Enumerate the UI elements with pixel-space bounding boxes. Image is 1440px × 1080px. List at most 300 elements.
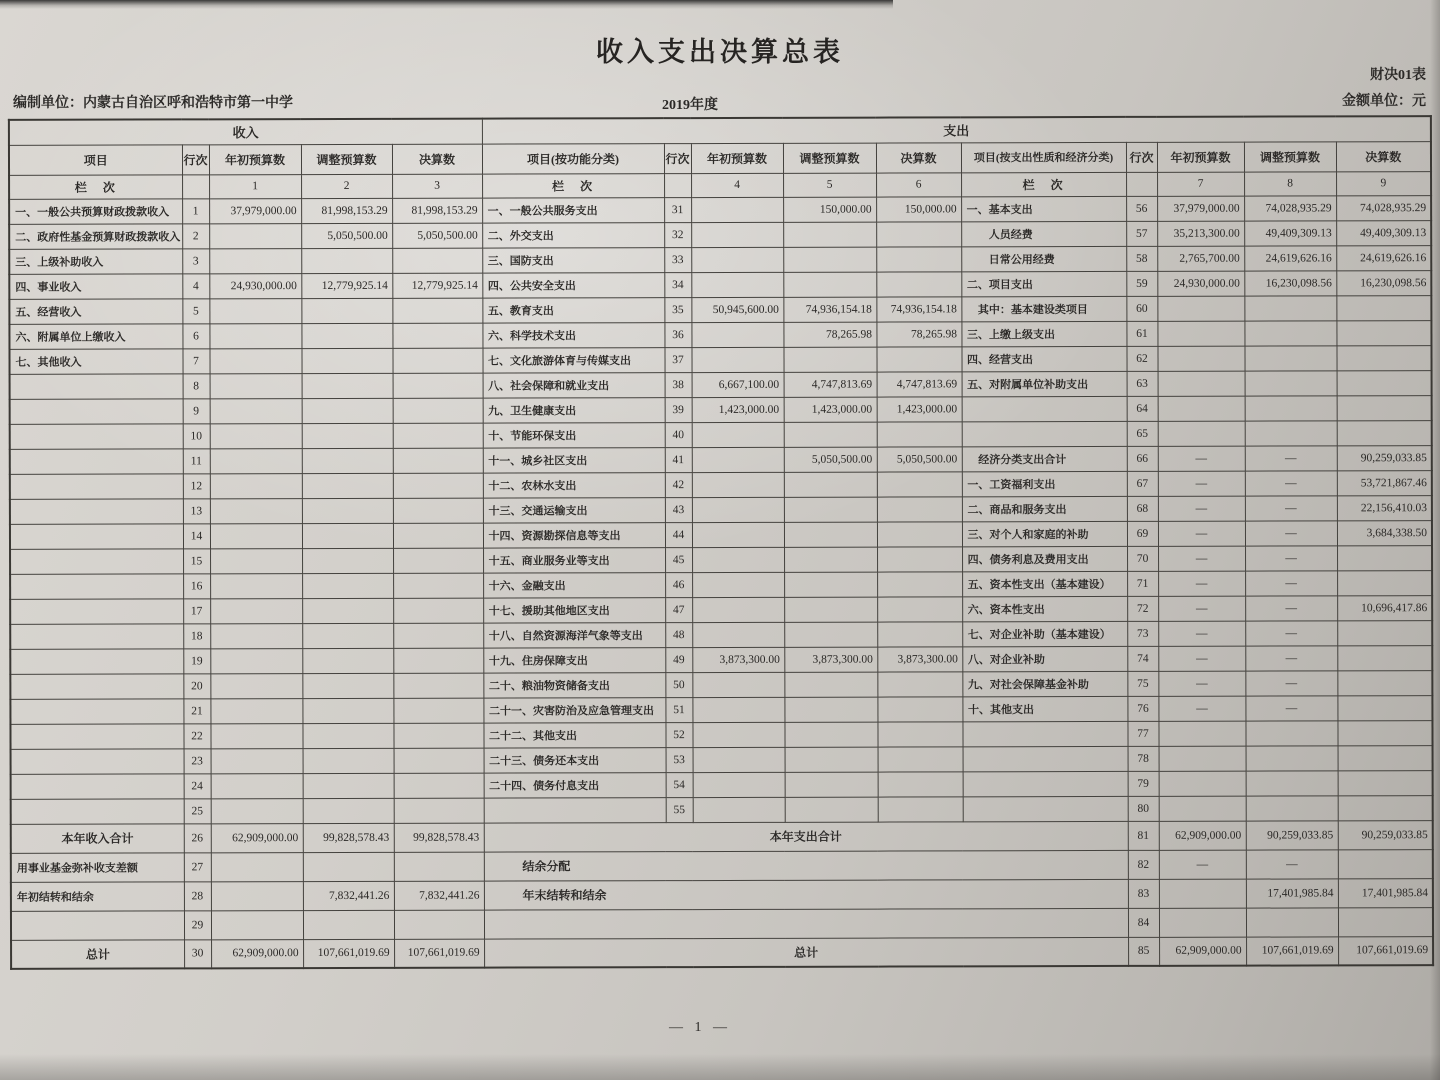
value-cell: 5,050,500.00 — [392, 223, 482, 248]
value-cell — [692, 572, 784, 597]
value-cell — [211, 852, 303, 881]
summary-span-label-cell: 本年支出合计 — [484, 821, 1128, 852]
value-cell: 7,832,441.26 — [303, 881, 394, 910]
line-number-cell: 60 — [1126, 296, 1157, 321]
value-cell — [1337, 420, 1432, 445]
value-cell — [1157, 321, 1244, 346]
page-number: — 1 — — [669, 1020, 731, 1035]
row-label-cell — [963, 796, 1128, 821]
value-cell: 24,930,000.00 — [209, 273, 301, 298]
compiling-unit: 编制单位：内蒙古自治区呼和浩特市第一中学 — [13, 96, 293, 111]
line-number-cell: 25 — [184, 798, 211, 823]
value-cell — [210, 573, 302, 598]
line-number-cell: 17 — [183, 598, 210, 623]
line-number-cell: 7 — [182, 348, 209, 373]
line-number-cell: 28 — [184, 881, 211, 910]
row-label-cell: 十、其他支出 — [962, 696, 1127, 721]
value-cell: — — [1158, 446, 1245, 471]
value-cell: — — [1245, 470, 1337, 495]
column-header-cell: 项目 — [9, 144, 182, 174]
row-label-cell: 八、对企业补助 — [962, 646, 1127, 671]
value-cell: 99,828,578.43 — [303, 823, 394, 852]
line-number-cell: 64 — [1127, 396, 1158, 421]
value-cell — [692, 472, 784, 497]
value-cell: 53,721,867.46 — [1337, 470, 1432, 495]
value-cell — [210, 673, 302, 698]
value-cell — [393, 598, 483, 623]
column-number-cell — [1126, 172, 1157, 196]
value-cell — [1159, 879, 1246, 908]
summary-label-cell: 本年收入合计 — [11, 823, 184, 852]
value-cell — [394, 748, 484, 773]
value-cell — [393, 423, 483, 448]
value-cell — [210, 498, 302, 523]
value-cell — [1245, 345, 1337, 370]
value-cell — [210, 548, 302, 573]
value-cell — [302, 598, 393, 623]
line-number-cell: 79 — [1128, 771, 1159, 796]
column-number-row — [9, 171, 1431, 199]
line-number-cell: 37 — [665, 347, 692, 372]
column-header-cell: 行次 — [1126, 142, 1157, 172]
row-label-cell: 四、公共安全支出 — [482, 272, 664, 297]
summary-label-cell: 年初结转和结余 — [11, 881, 184, 910]
value-cell — [785, 772, 878, 797]
row-label-cell: 一、工资福利支出 — [962, 471, 1127, 496]
line-number-cell: 55 — [666, 797, 693, 822]
line-number-cell: 78 — [1128, 746, 1159, 771]
value-cell — [784, 547, 877, 572]
summary-label-cell — [11, 910, 184, 939]
value-cell — [1246, 770, 1338, 795]
value-cell — [877, 521, 962, 546]
value-cell: 3,873,300.00 — [877, 646, 962, 671]
line-number-cell: 4 — [182, 273, 209, 298]
value-cell: 78,265.98 — [783, 322, 876, 347]
value-cell — [210, 698, 302, 723]
summary-span-label-cell: 总计 — [484, 937, 1128, 968]
row-label-cell: 二十二、其他支出 — [483, 722, 665, 747]
table-row — [10, 720, 1432, 749]
table-row — [10, 370, 1432, 399]
column-header-cell: 项目(按支出性质和经济分类) — [961, 142, 1126, 172]
value-cell: 5,050,500.00 — [877, 446, 962, 471]
value-cell — [301, 348, 392, 373]
value-cell — [691, 197, 783, 222]
value-cell — [877, 421, 962, 446]
value-cell — [210, 598, 302, 623]
value-cell: 62,909,000.00 — [1159, 821, 1246, 850]
value-cell — [1159, 796, 1246, 821]
table-row — [10, 695, 1432, 724]
value-cell — [784, 572, 877, 597]
table-row — [10, 470, 1432, 499]
value-cell: 81,998,153.29 — [392, 198, 482, 223]
row-label-cell — [10, 448, 183, 473]
row-label-cell: 十六、金融支出 — [483, 572, 665, 597]
value-cell — [302, 548, 393, 573]
row-label-cell — [10, 698, 183, 723]
line-number-cell: 73 — [1127, 621, 1158, 646]
value-cell — [1159, 746, 1246, 771]
table-row — [10, 445, 1432, 474]
value-cell: 4,747,813.69 — [784, 372, 877, 397]
value-cell: — — [1158, 496, 1245, 521]
line-number-cell: 8 — [183, 373, 210, 398]
row-label-cell: 四、债务利息及费用支出 — [962, 546, 1127, 571]
value-cell — [303, 748, 394, 773]
value-cell — [392, 298, 482, 323]
line-number-cell: 84 — [1128, 908, 1159, 937]
value-cell — [211, 910, 303, 939]
row-label-cell — [10, 373, 183, 398]
row-label-cell — [10, 523, 183, 548]
value-cell — [1245, 420, 1337, 445]
value-cell — [878, 771, 963, 796]
value-cell: 74,028,935.29 — [1336, 195, 1431, 220]
value-cell — [1337, 370, 1432, 395]
line-number-cell: 68 — [1127, 496, 1158, 521]
lanci-label-cell: 栏 次 — [961, 172, 1126, 196]
line-number-cell: 2 — [182, 223, 209, 248]
value-cell — [393, 448, 483, 473]
value-cell — [394, 773, 484, 798]
value-cell: — — [1158, 621, 1245, 646]
column-header-cell: 年初预算数 — [209, 144, 301, 174]
value-cell: 24,619,626.16 — [1336, 245, 1431, 270]
value-cell — [210, 523, 302, 548]
value-cell: 49,409,309.13 — [1336, 220, 1431, 245]
value-cell: 107,661,019.69 — [1246, 936, 1338, 965]
row-label-cell: 五、教育支出 — [482, 297, 664, 322]
line-number-cell: 59 — [1126, 271, 1157, 296]
value-cell — [784, 497, 877, 522]
row-label-cell — [10, 723, 183, 748]
table-row — [9, 220, 1431, 249]
value-cell — [692, 547, 784, 572]
row-label-cell: 十二、农林水支出 — [483, 472, 665, 497]
value-cell — [876, 246, 961, 271]
value-cell — [1338, 849, 1433, 878]
value-cell: — — [1245, 645, 1337, 670]
value-cell — [302, 473, 393, 498]
value-cell — [302, 523, 393, 548]
line-number-cell: 15 — [183, 548, 210, 573]
line-number-cell: 3 — [182, 248, 209, 273]
value-cell — [302, 448, 393, 473]
value-cell: 78,265.98 — [876, 321, 961, 346]
value-cell — [1337, 620, 1432, 645]
value-cell — [393, 498, 483, 523]
line-number-cell: 16 — [183, 573, 210, 598]
value-cell: 1,423,000.00 — [877, 396, 962, 421]
line-number-cell: 62 — [1127, 346, 1158, 371]
row-label-cell — [10, 548, 183, 573]
row-label-cell: 七、对企业补助（基本建设） — [962, 621, 1127, 646]
value-cell — [784, 672, 877, 697]
value-cell — [691, 322, 783, 347]
row-label-cell: 三、国防支出 — [482, 247, 664, 272]
table-row — [11, 745, 1433, 774]
line-number-cell: 42 — [665, 472, 692, 497]
line-number-cell: 72 — [1127, 596, 1158, 621]
value-cell — [392, 348, 482, 373]
value-cell: — — [1158, 671, 1245, 696]
value-cell — [877, 596, 962, 621]
value-cell — [1158, 371, 1245, 396]
value-cell — [394, 910, 484, 939]
line-number-cell: 40 — [665, 422, 692, 447]
row-label-cell: 三、上级补助收入 — [9, 248, 182, 273]
line-number-cell: 13 — [183, 498, 210, 523]
row-label-cell: 十七、援助其他地区支出 — [483, 597, 665, 622]
line-number-cell: 51 — [665, 697, 692, 722]
value-cell — [301, 298, 392, 323]
value-cell — [784, 522, 877, 547]
row-label-cell — [963, 771, 1128, 796]
value-cell — [877, 496, 962, 521]
value-cell — [784, 422, 877, 447]
column-header-cell: 年初预算数 — [691, 143, 783, 173]
row-label-cell: 二、商品和服务支出 — [962, 496, 1127, 521]
row-label-cell: 九、卫生健康支出 — [483, 397, 665, 422]
value-cell: 90,259,033.85 — [1246, 820, 1338, 849]
line-number-cell: 33 — [664, 247, 691, 272]
row-label-cell: 八、社会保障和就业支出 — [483, 372, 665, 397]
value-cell — [303, 798, 394, 823]
table-row — [10, 520, 1432, 549]
table-row — [10, 495, 1432, 524]
value-cell — [1338, 770, 1433, 795]
value-cell: — — [1246, 849, 1338, 878]
table-row — [10, 595, 1432, 624]
line-number-cell: 57 — [1126, 221, 1157, 246]
value-cell — [785, 747, 878, 772]
row-label-cell: 日常公用经费 — [961, 246, 1126, 271]
column-number-cell: 3 — [392, 174, 482, 198]
line-number-cell: 39 — [665, 397, 692, 422]
value-cell: — — [1245, 595, 1337, 620]
value-cell: 62,909,000.00 — [1159, 937, 1246, 966]
value-cell — [394, 798, 484, 823]
value-cell — [693, 747, 785, 772]
value-cell: — — [1158, 571, 1245, 596]
value-cell — [1244, 320, 1336, 345]
column-header-cell: 年初预算数 — [1157, 142, 1244, 172]
value-cell — [877, 671, 962, 696]
row-label-cell: 五、资本性支出（基本建设） — [962, 571, 1127, 596]
value-cell: 16,230,098.56 — [1244, 270, 1336, 295]
row-label-cell: 二十一、灾害防治及应急管理支出 — [483, 697, 665, 722]
value-cell: 99,828,578.43 — [394, 823, 484, 852]
line-number-cell: 27 — [184, 852, 211, 881]
row-label-cell: 二、政府性基金预算财政拨款收入 — [9, 223, 182, 248]
line-number-cell: 6 — [182, 323, 209, 348]
value-cell — [692, 347, 784, 372]
value-cell — [302, 673, 393, 698]
row-label-cell: 一、一般公共服务支出 — [482, 197, 664, 222]
value-cell — [878, 746, 963, 771]
column-number-cell — [664, 173, 691, 197]
value-cell — [691, 272, 783, 297]
line-number-cell: 32 — [664, 222, 691, 247]
row-label-cell: 一、基本支出 — [961, 196, 1126, 221]
value-cell: — — [1245, 620, 1337, 645]
value-cell — [692, 722, 784, 747]
section-header-row — [9, 116, 1431, 145]
value-cell — [209, 323, 301, 348]
table-row — [11, 770, 1433, 799]
line-number-cell: 20 — [183, 673, 210, 698]
value-cell — [211, 773, 303, 798]
summary-row — [11, 936, 1433, 969]
value-cell — [784, 597, 877, 622]
value-cell: — — [1159, 850, 1246, 879]
value-cell — [210, 623, 302, 648]
column-number-cell: 7 — [1157, 172, 1244, 196]
value-cell — [211, 881, 303, 910]
value-cell — [301, 323, 392, 348]
table-row — [9, 295, 1431, 324]
row-label-cell: 二十、粮油物资储备支出 — [483, 672, 665, 697]
value-cell: 24,930,000.00 — [1157, 271, 1244, 296]
row-label-cell — [10, 623, 183, 648]
line-number-cell: 5 — [182, 298, 209, 323]
row-label-cell: 十四、资源勘探信息等支出 — [483, 522, 665, 547]
row-label-cell: 三、上缴上级支出 — [961, 321, 1126, 346]
value-cell: 17,401,985.84 — [1338, 878, 1433, 907]
line-number-cell: 81 — [1128, 821, 1159, 850]
row-label-cell — [10, 423, 183, 448]
table-row — [9, 270, 1431, 299]
value-cell: 90,259,033.85 — [1338, 820, 1433, 849]
value-cell — [1338, 795, 1433, 820]
value-cell — [302, 723, 393, 748]
value-cell — [1337, 695, 1432, 720]
value-cell: 10,696,417.86 — [1337, 595, 1432, 620]
value-cell: 3,684,338.50 — [1337, 520, 1432, 545]
value-cell — [209, 298, 301, 323]
table-wrapper — [8, 115, 1433, 970]
summary-row — [11, 820, 1433, 853]
line-number-cell: 50 — [665, 672, 692, 697]
summary-span-label-cell — [484, 908, 1128, 939]
value-cell — [302, 373, 393, 398]
value-cell — [783, 222, 876, 247]
value-cell — [393, 523, 483, 548]
lanci-label-cell: 栏 次 — [9, 174, 182, 198]
value-cell — [211, 748, 303, 773]
column-number-cell: 8 — [1244, 171, 1336, 195]
summary-span-label-cell: 结余分配 — [484, 850, 1128, 881]
value-cell — [393, 473, 483, 498]
value-cell — [393, 548, 483, 573]
table-row — [10, 420, 1432, 449]
row-label-cell: 七、文化旅游体育与传媒支出 — [483, 347, 665, 372]
summary-label-cell: 用事业基金弥补收支差额 — [11, 852, 184, 881]
line-number-cell: 66 — [1127, 446, 1158, 471]
line-number-cell: 70 — [1127, 546, 1158, 571]
value-cell — [691, 222, 783, 247]
value-cell — [1337, 720, 1432, 745]
row-label-cell: 十五、商业服务业等支出 — [483, 547, 665, 572]
value-cell — [1158, 721, 1245, 746]
value-cell: — — [1158, 546, 1245, 571]
value-cell: 90,259,033.85 — [1337, 445, 1432, 470]
value-cell — [877, 471, 962, 496]
value-cell: 5,050,500.00 — [301, 223, 392, 248]
value-cell — [302, 398, 393, 423]
value-cell: 74,936,154.18 — [783, 297, 876, 322]
value-cell — [692, 522, 784, 547]
row-label-cell — [10, 648, 183, 673]
line-number-cell: 83 — [1128, 879, 1159, 908]
value-cell — [1158, 421, 1245, 446]
row-label-cell: 七、其他收入 — [9, 348, 182, 373]
value-cell — [302, 423, 393, 448]
summary-row — [11, 907, 1433, 940]
value-cell — [1246, 745, 1338, 770]
line-number-cell: 14 — [183, 523, 210, 548]
value-cell — [877, 721, 962, 746]
line-number-cell: 19 — [183, 648, 210, 673]
value-cell: 16,230,098.56 — [1336, 270, 1431, 295]
value-cell — [393, 623, 483, 648]
value-cell — [392, 323, 482, 348]
row-label-cell: 十九、住房保障支出 — [483, 647, 665, 672]
value-cell — [783, 272, 876, 297]
value-cell — [1244, 295, 1336, 320]
column-number-cell: 5 — [783, 173, 876, 197]
value-cell — [876, 221, 961, 246]
row-label-cell: 二、外交支出 — [482, 222, 664, 247]
row-label-cell — [11, 748, 184, 773]
table-row — [10, 620, 1432, 649]
column-header-cell: 决算数 — [392, 144, 482, 174]
table-row — [9, 245, 1431, 274]
value-cell: 81,998,153.29 — [301, 198, 392, 223]
value-cell — [393, 723, 483, 748]
row-label-cell: 二、项目支出 — [961, 271, 1126, 296]
line-number-cell: 43 — [665, 497, 692, 522]
line-number-cell: 75 — [1127, 671, 1158, 696]
value-cell — [209, 248, 301, 273]
value-cell: 22,156,410.03 — [1337, 495, 1432, 520]
row-label-cell: 十一、城乡社区支出 — [483, 447, 665, 472]
value-cell — [209, 223, 301, 248]
value-cell: 107,661,019.69 — [394, 939, 484, 968]
value-cell: 12,779,925.14 — [301, 273, 392, 298]
line-number-cell: 22 — [183, 723, 210, 748]
value-cell: 107,661,019.69 — [1338, 936, 1433, 965]
line-number-cell: 80 — [1128, 796, 1159, 821]
value-cell: 62,909,000.00 — [211, 939, 303, 968]
line-number-cell: 54 — [666, 772, 693, 797]
value-cell — [303, 773, 394, 798]
line-number-cell: 56 — [1126, 196, 1157, 221]
value-cell — [691, 247, 783, 272]
row-label-cell: 十三、交通运输支出 — [483, 497, 665, 522]
fiscal-year: 2019年度 — [662, 98, 718, 113]
line-number-cell: 69 — [1127, 521, 1158, 546]
value-cell — [784, 347, 877, 372]
value-cell: — — [1245, 695, 1337, 720]
value-cell — [302, 573, 393, 598]
line-number-cell: 34 — [664, 272, 691, 297]
table-row — [11, 795, 1433, 824]
column-header-cell: 项目(按功能分类) — [482, 143, 664, 173]
column-header-cell: 调整预算数 — [1244, 141, 1336, 171]
